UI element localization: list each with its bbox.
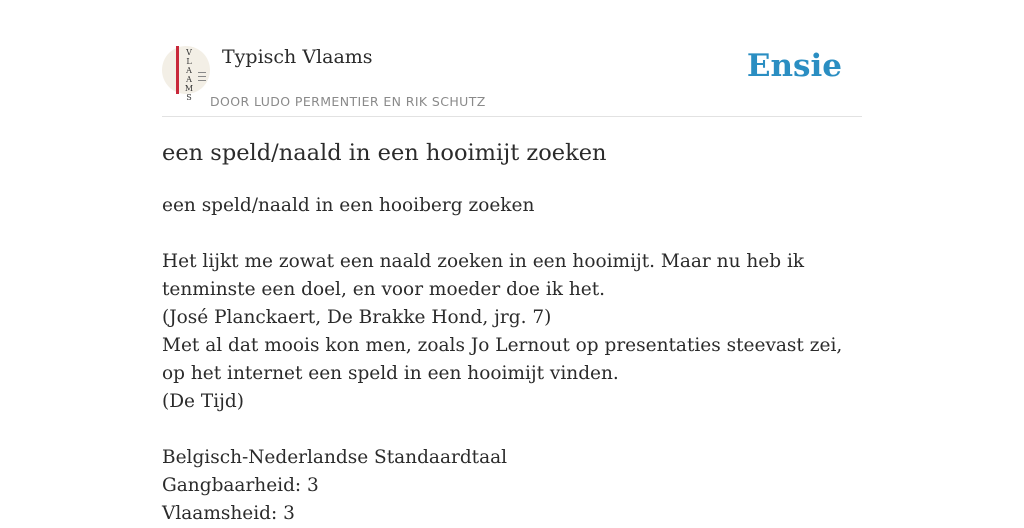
blog-logo[interactable]	[162, 46, 210, 102]
blog-title[interactable]: Typisch Vlaams	[222, 46, 373, 68]
paragraph-gap	[162, 416, 862, 444]
entry-variant: een speld/naald in een hooiberg zoeken	[162, 195, 535, 216]
language-register: Belgisch-Nederlandse Standaardtaal	[162, 447, 508, 468]
logo-rule	[198, 72, 206, 73]
blog-authors: DOOR LUDO PERMENTIER EN RIK SCHUTZ	[210, 94, 486, 109]
example-source: (De Tijd)	[162, 391, 244, 412]
paragraph-gap	[162, 220, 862, 248]
site-header	[162, 40, 862, 117]
logo-rule	[198, 80, 206, 81]
vlaamsheid-rating: Vlaamsheid: 3	[162, 503, 295, 524]
page-title: een speld/naald in een hooimijt zoeken	[162, 140, 607, 166]
logo-rule	[198, 76, 206, 77]
example-quote: Het lijkt me zowat een naald zoeken in een hooimijt. Maar nu heb ik tenminste een doel, en voor moeder doe ik het.	[162, 251, 805, 300]
logo-letters: V L A A M S	[184, 48, 194, 102]
example-source: (José Planckaert, De Brakke Hond, jrg. 7)	[162, 307, 552, 328]
example-quote: Met al dat moois kon men, zoals Jo Lernout op presentaties steevast zei, op het internet een speld in een hooimijt vinden.	[162, 335, 843, 384]
logo-stripe	[176, 46, 179, 94]
ensie-brand-link[interactable]: Ensie	[746, 48, 842, 84]
gangbaarheid-rating: Gangbaarheid: 3	[162, 475, 319, 496]
entry-body	[162, 192, 862, 528]
